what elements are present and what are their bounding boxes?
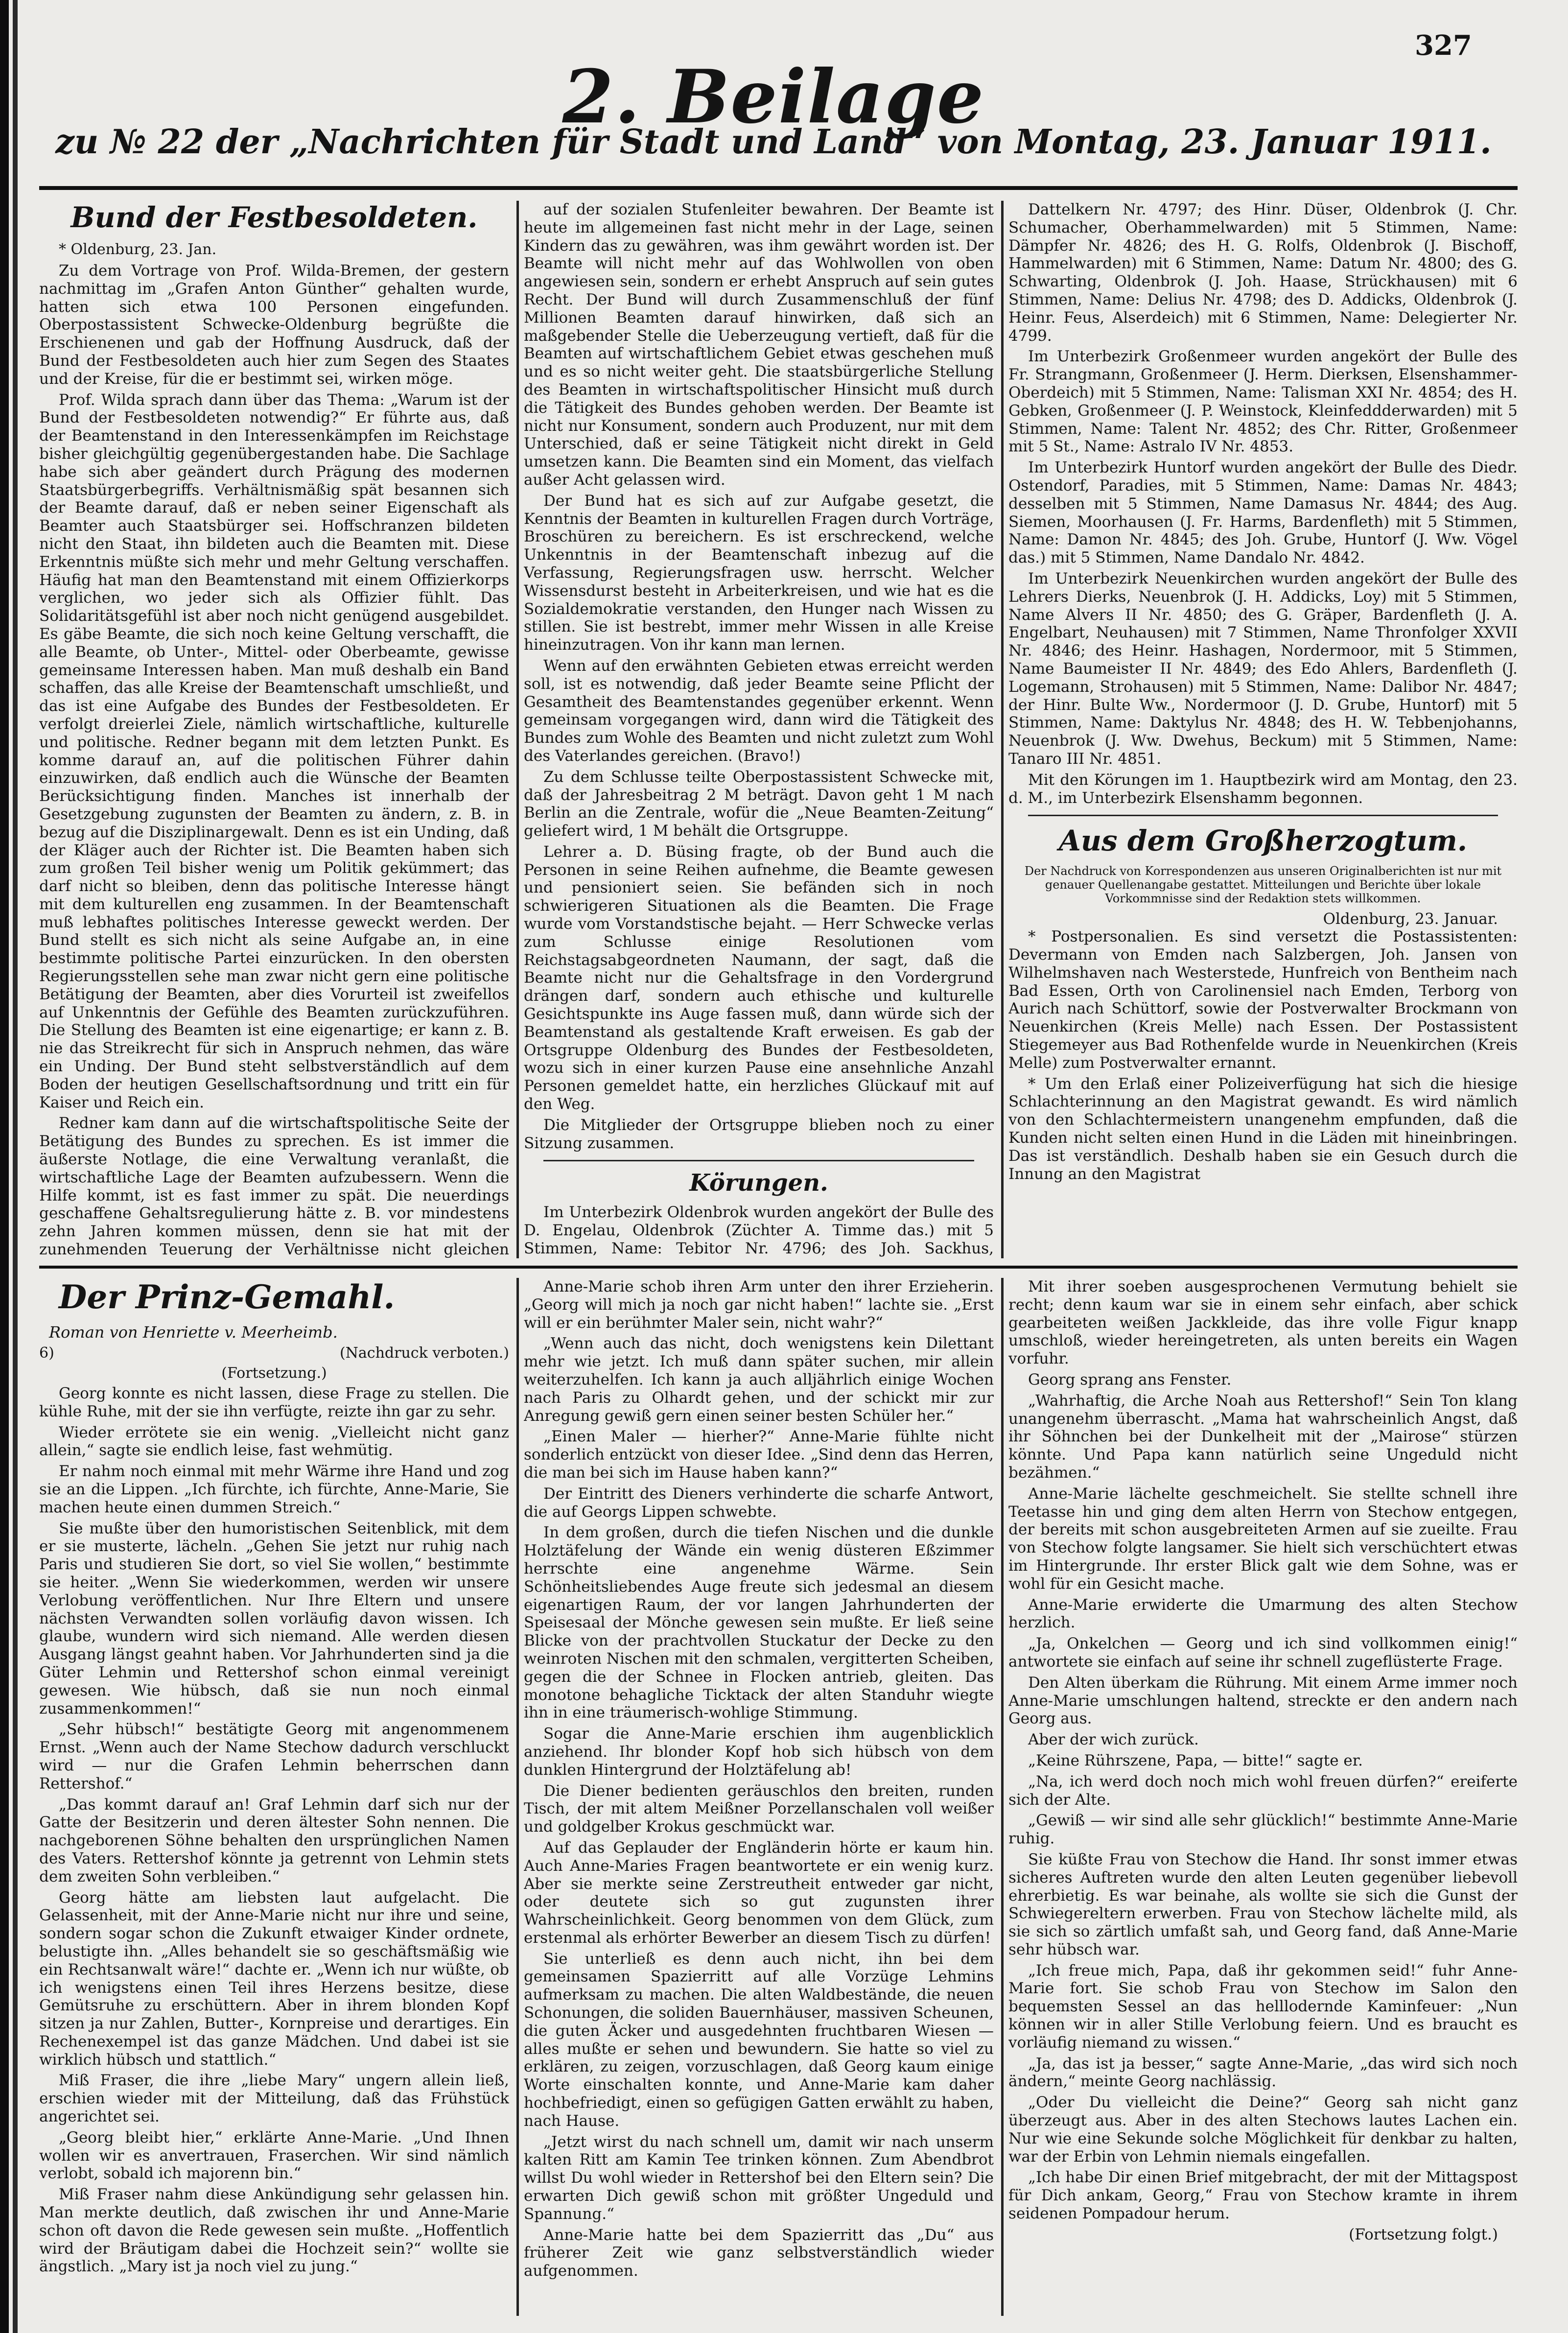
paragraph: „Ja, das ist ja besser,“ sagte Anne-Marie, „das wird sich noch ändern,“ meinte Georg nachlässig.: [1008, 2054, 1518, 2091]
paragraph: Lehrer a. D. Büsing fragte, ob der Bund auch die Personen in seine Reihen aufnehme, die Beamte gewesen und pensioniert seien. Sie befänden sich in noch schwierigeren Situationen als die Beamten. Die Frage wurde vom Vorstandstische bejaht. — Herr Schwecke verlas zum Schlusse einige Resolutionen vom Reichstagsabgeordneten Naumann, der sagt, daß die Beamte nicht nur die Gehaltsfrage in den Vordergrund drängen darf, sondern auch ethische und kulturelle Gesichtspunkte ins Auge fassen muß, dann würde sich der Beamtenstand als gestaltende Kraft erweisen. Es gab der Ortsgruppe Oldenburg des Bundes der Festbesoldeten, wozu sich in einer kurzen Pause eine ansehnliche Anzahl Personen gemeldet hatte, ein herzliches Glückauf mit auf den Weg.: [524, 843, 994, 1113]
paragraph: Redner kam dann auf die wirtschaftspolitische Seite der Betätigung des Bundes zu sprechen. Es ist immer die äußerste Notlage, die eine Verwaltung veranlaßt, die wirtschaftliche Lage der Beamten aufzubessern. Wenn die Hilfe kommt, ist es fast immer zu spät. Die neuerdings geschaffene Gehaltsregulierung hätte z. B. vor mindestens zehn Jahren kommen müssen, denn sie hat mit der zunehmenden Teuerung der Verhältnisse nicht gleichen: [39, 1114, 509, 1258]
novel-column-1: [39, 1278, 509, 2316]
binding-edge-inner: [13, 0, 18, 2333]
column-rule: [1001, 1278, 1004, 2316]
paragraph: Zu dem Vortrage von Prof. Wilda-Bremen, der gestern nachmittag im „Grafen Anton Günther“ gehalten wurde, hatten sich etwa 100 Personen eingefunden. Oberpostassistent Schwecke-Oldenburg begrüßte die Erschienenen und gab der Hoffnung Ausdruck, daß der Bund der Festbesoldeten auch hier zum Segen des Staates und der Kreise, für die er bestimmt sei, wirken möge.: [39, 262, 509, 388]
dateline: * Oldenburg, 23. Jan.: [59, 241, 217, 258]
novel-column-2: [524, 1278, 994, 2316]
article-bund-der-festbesoldeten: [39, 201, 509, 1258]
paragraph: Miß Fraser nahm diese Ankündigung sehr gelassen hin. Man merkte deutlich, daß zwischen ihr und Anne-Marie schon oft davon die Rede gewesen sein mußte. „Hoffentlich wird der Bräutigam dabei die Hochzeit sein?“ wollte sie ängstlich. „Mary ist ja noch viel zu jung.“: [39, 2186, 509, 2276]
paragraph: Georg sprang ans Fenster.: [1028, 1370, 1232, 1389]
page-title: 2. Beilage: [562, 54, 985, 140]
paragraph: Er nahm noch einmal mit mehr Wärme ihre Hand und zog sie an die Lippen. „Ich fürchte, ich fürchte, Anne-Marie, Sie machen heute einen dummen Streich.“: [39, 1462, 509, 1516]
paragraph: „Jetzt wirst du nach schnell um, damit wir nach unserm kalten Ritt am Kamin Tee trinken können. Zum Abendbrot willst Du wohl wieder in Rettershof bei den Eltern sein? Die erwarten Dich gewiß schon mit größter Ungeduld und Spannung.“: [524, 2133, 994, 2223]
paragraph: „Einen Maler — hierher?“ Anne-Marie fühlte nicht sonderlich entzückt von dieser Idee. „Sind denn das Herren, die man bei sich im Hause haben kann?“: [524, 1428, 994, 1482]
paragraph: „Das kommt darauf an! Graf Lehmin darf sich nur der Gatte der Besitzerin und deren ältester Sohn nennen. Die nachgeborenen Söhne behalten den ursprünglichen Namen des Vaters. Rettershof könnte ja getrennt von Lehmin stets dem zweiten Sohn verbleiben.“: [39, 1795, 509, 1885]
paragraph: Zu dem Schlusse teilte Oberpostassistent Schwecke mit, daß der Jahresbeitrag 2 M beträgt. Davon geht 1 M nach Berlin an die Zentrale, wofür die „Neue Beamten-Zeitung“ geliefert wird, 1 M behält die Ortsgruppe.: [524, 768, 994, 840]
binding-edge: [0, 0, 9, 2333]
paragraph: Den Alten überkam die Rührung. Mit einem Arme immer noch Anne-Marie umschlungen haltend, streckte er den andern nach Georg aus.: [1008, 1673, 1518, 1728]
paragraph: In dem großen, durch die tiefen Nischen und die dunkle Holztäfelung der Wände ein wenig düsteren Eßzimmer herrschte eine angenehme Wärme. Sein Schönheitsliebendes Auge freute sich jedesmal an diesem eigenartigen Raum, der vor langen Jahrhunderten der Speisesaal der Mönche gewesen sein mußte. Er ließ seine Blicke von der prachtvollen Stuckatur der Decke zu den weinroten Nischen mit den schmalen, vergitterten Scheiben, gegen die der Schnee in Flocken antrieb, gleiten. Das monotone behagliche Ticktack der alten Standuhr wiegte ihn in eine träumerisch-wohlige Stimmung.: [524, 1524, 994, 1722]
paragraph: Anne-Marie erwiderte die Umarmung des alten Stechow herzlich.: [1008, 1596, 1518, 1632]
paragraph: Aber der wich zurück.: [1028, 1731, 1199, 1749]
paragraph: Die Mitglieder der Ortsgruppe blieben noch zu einer Sitzung zusammen.: [524, 1116, 994, 1152]
article-column-2: [524, 201, 994, 1258]
novel-meta: [39, 1344, 509, 1362]
paragraph: Miß Fraser, die ihre „liebe Mary“ ungern allein ließ, erschien wieder mit der Mitteilung, daß das Frühstück angerichtet sei.: [39, 2072, 509, 2126]
paragraph: „Gewiß — wir sind alle sehr glücklich!“ bestimmte Anne-Marie ruhig.: [1008, 1812, 1518, 1848]
paragraph: Wenn auf den erwähnten Gebieten etwas erreicht werden soll, ist es notwendig, daß jeder Beamte seine Pflicht der Gesamtheit des Beamtenstandes gegenüber erkennt. Wenn gemeinsam vorgegangen wird, dann wird die Tätigkeit des Bundes zum Wohle des Beamten und nicht zuletzt zum Wohl des Vaterlandes gereichen. (Bravo!): [524, 657, 994, 765]
paragraph: Sie küßte Frau von Stechow die Hand. Ihr sonst immer etwas sicheres Auftreten wurde den alten Leuten gegenüber liebevoll ehrerbietig. Es war beinahe, als wollte sie sich die Gunst der Schwiegereltern erwerben. Frau von Stechow lächelte mild, als sie sich so zärtlich umfaßt sah, und Georg fand, daß Anne-Marie sehr hübsch war.: [1008, 1850, 1518, 1958]
paragraph: Die Diener bedienten geräuschlos den breiten, runden Tisch, der mit altem Meißner Porzellanschalen voll weißer und goldgelber Krokus geschmückt war.: [524, 1782, 994, 1836]
paragraph: Mit den Körungen im 1. Hauptbezirk wird am Montag, den 23. d. M., im Unterbezirk Elsenshamm begonnen.: [1008, 771, 1518, 807]
paragraph: Im Unterbezirk Huntorf wurden angekört der Bulle des Diedr. Ostendorf, Paradies, mit 5 Stimmen, Name: Damas Nr. 4843; desselben mit 5 Stimmen, Name Damasus Nr. 4844; des Aug. Siemen, Moorhausen (J. Fr. Harms, Bardenfleth) mit 5 Stimmen, Name: Damon Nr. 4845; des Joh. Grube, Huntorf (J. Ww. Vögel das.) mit 5 Stimmen, Name Dandalo Nr. 4842.: [1008, 459, 1518, 567]
paragraph: „Oder Du vielleicht die Deine?“ Georg sah nicht ganz überzeugt aus. Aber in des alten Stechows lautes Lachen ein. Nur wie eine Sekunde solche Möglichkeit für denkbar zu halten, war der Erbin von Lehmin niemals eingefallen.: [1008, 2094, 1518, 2166]
paragraph: Der Bund hat es sich auf zur Aufgabe gesetzt, die Kenntnis der Beamten in kulturellen Fragen durch Vorträge, Broschüren zu bereichern. Es ist erschreckend, welche Unkenntnis in der Beamtenschaft inbezug auf die Verfassung, Regierungsfragen usw. herrscht. Welcher Wissensdurst besteht in Arbeiterkreisen, und wie hat es die Sozialdemokratie verstanden, den Hunger nach Wissen zu stillen. Sie ist bestrebt, immer mehr Wissen in alle Kreise hineinzutragen. Von ihr kann man lernen.: [524, 492, 994, 654]
paragraph: „Wenn auch das nicht, doch wenigstens kein Dilettant mehr wie jetzt. Ich muß dann später suchen, mir allein weiterzuhelfen. Ich kann ja auch alljährlich einige Wochen nach Paris zu Olhardt gehen, und der schickt mir zur Anregung gewiß gern einen seiner besten Schüler her.“: [524, 1335, 994, 1425]
masthead-rule: [39, 186, 1518, 190]
paragraph: Im Unterbezirk Großenmeer wurden angekört der Bulle des Fr. Strangmann, Großenmeer (J. Herm. Dierksen, Elsenshammer-Oberdeich) mit 5 Stimmen, Name: Talisman XXI Nr. 4854; des H. Gebken, Großenmeer (J. P. Weinstock, Kleinfeddderwarden) mit 5 Stimmen, Name: Talent Nr. 4852; des Chr. Ritter, Großenmeer mit 5 St., Name: Astralo IV Nr. 4853.: [1008, 348, 1518, 456]
column-rule: [516, 1278, 519, 2316]
paragraph: „Ja, Onkelchen — Georg und ich sind vollkommen einig!“ antwortete sie einfach auf seine ihr schnell zugeflüsterte Frage.: [1008, 1635, 1518, 1671]
paragraph: * Um den Erlaß einer Polizeiverfügung hat sich die hiesige Schlachterinnung an den Magistrat gewandt. Es wird nämlich von den Schlachtermeistern unangenehm empfunden, daß die Kunden nicht selten einen Hund in die Läden mit hineinbringen. Das ist verständlich. Deshalb haben sie ein Gesuch durch die Innung an den Magistrat: [1008, 1075, 1518, 1183]
paragraph: Georg konnte es nicht lassen, diese Frage zu stellen. Die kühle Ruhe, mit der sie ihn verfügte, reizte ihn gar zu sehr.: [39, 1385, 509, 1420]
paragraph: Sogar die Anne-Marie erschien ihm augenblicklich anziehend. Ihr blonder Kopf hob sich hübsch von dem dunklen Hintergrund der Holztäfelung ab!: [524, 1725, 994, 1779]
paragraph: * Postpersonalien. Es sind versetzt die Postassistenten: Devermann von Emden nach Salzbergen, Joh. Jansen von Wilhelmshaven nach Westerstede, Hunfreich von Bentheim nach Bad Essen, Orth von Carolinensiel nach Emden, Terborg von Aurich nach Schüttorf, sowie der Postverwalter Brockmann von Neuenkirchen (Kreis Melle) nach Essen. Der Postassistent Stiegemeyer aus Bad Rothenfelde wurde in Neuenkirchen (Kreis Melle) zum Postverwalter ernannt.: [1008, 928, 1518, 1072]
paragraph: „Keine Rührszene, Papa, — bitte!“ sagte er.: [1028, 1751, 1363, 1769]
paragraph: Sie mußte über den humoristischen Seitenblick, mit dem er sie musterte, lächeln. „Gehen Sie jetzt nur ruhig nach Paris und studieren Sie dort, so viel Sie wollen,“ bestimmte sie heiter. „Wenn Sie wiederkommen, werden wir unsere Verlobung veröffentlichen. Nur Ihre Eltern und unsere nächsten Verwandten sollen vorläufig davon wissen. Ich glaube, wundern wird sich niemand. Alle werden diesen Ausgang längst geahnt haben. Vor Jahrhunderten sind ja die Güter Lehmin und Rettershof schon einmal vereinigt gewesen. Wie hübsch, daß sie nun noch einmal zusammenkommen!“: [39, 1519, 509, 1718]
paragraph: „Ich freue mich, Papa, daß ihr gekommen seid!“ fuhr Anne-Marie fort. Sie schob Frau von Stechow im Salon den bequemsten Sessel an das helllodernde Kaminfeuer: „Nun können wir in aller Stille Verlobung feiern. Und es braucht es vorläufig niemand zu wissen.“: [1008, 1961, 1518, 2051]
article-heading: Bund der Festbesoldeten.: [70, 201, 478, 234]
paragraph: Im Unterbezirk Neuenkirchen wurden angekört der Bulle des Lehrers Dierks, Neuenbrok (J. H. Addicks, Loy) mit 5 Stimmen, Name Alvers II Nr. 4850; des G. Gräper, Bardenfleth (J. A. Engelbart, Neuhausen) mit 7 Stimmen, Name Thronfolger XXVII Nr. 4846; des Heinr. Hashagen, Nordermoor, mit 5 Stimmen, Name Baumeister II Nr. 4849; des Edo Ahlers, Bardenfleth (J. Logemann, Strohausen) mit 5 Stimmen, Name: Dalibor Nr. 4847; der Hinr. Bulte Ww., Nordermoor (J. D. Grube, Huntorf) mit 5 Stimmen, Name: Daktylus Nr. 4848; des H. W. Tebbenjohanns, Neuenbrok (J. Ww. Dwehus, Beckum) mit 5 Stimmen, Name: Tanaro III Nr. 4851.: [1008, 569, 1518, 768]
novel-column-3: [1008, 1278, 1518, 2316]
paragraph: Wieder errötete sie ein wenig. „Vielleicht nicht ganz allein,“ sagte sie endlich leise, fast wehmütig.: [39, 1423, 509, 1460]
page-number: 327: [1415, 29, 1472, 62]
continuation-note: (Fortsetzung.): [221, 1365, 327, 1382]
page-subtitle: zu № 22 der „Nachrichten für Stadt und Land“ von Montag, 23. Januar 1911.: [55, 122, 1492, 162]
column-rule: [516, 201, 519, 1258]
paragraph: Anne-Marie hatte bei dem Spazierritt das „Du“ aus früherer Zeit wie ganz selbstverständlich wieder aufgenommen.: [524, 2226, 994, 2280]
reprint-note: (Nachdruck verboten.): [339, 1344, 509, 1362]
paragraph: „Ich habe Dir einen Brief mitgebracht, der mit der Mittagspost für Dich ankam, Georg,“ Frau von Stechow kramte in ihrem seidenen Pompadour herum.: [1008, 2168, 1518, 2223]
paragraph: Im Unterbezirk Oldenbrok wurden angekört der Bulle des D. Engelau, Oldenbrok (Züchter A. Timme das.) mit 5 Stimmen, Name: Tebitor Nr. 4796; des Joh. Sackhus,: [524, 1203, 994, 1258]
section-heading-grossherzogtum: Aus dem Großherzogtum.: [1058, 824, 1468, 858]
episode-number: 6): [39, 1344, 54, 1362]
paragraph: Auf das Geplauder der Engländerin hörte er kaum hin. Auch Anne-Maries Fragen beantwortete er ein wenig kurz. Aber sie merkte seine Zerstreutheit entweder gar nicht, oder deutete sich so gut zugunsten ihrer Wahrscheinlichkeit. Georg benommen von dem Glück, zum erstenmal als erhörter Bewerber an diesem Tisch zu dürfen!: [524, 1838, 994, 1947]
paragraph: „Na, ich werd doch noch mich wohl freuen dürfen?“ ereiferte sich der Alte.: [1008, 1772, 1518, 1809]
paragraph: Anne-Marie lächelte geschmeichelt. Sie stellte schnell ihre Teetasse hin und ging dem alten Herrn von Stechow entgegen, der bereits mit schon ausgebreiteten Armen auf sie zueilte. Frau von Stechow folgte langsamer. Sie hielt sich verschüchtert etwas im Hintergrunde. Ihr erster Blick galt wie dem Sohne, was er wohl für ein Gesicht mache.: [1008, 1485, 1518, 1593]
reprint-notice: Der Nachdruck von Korrespondenzen aus unseren Originalberichten ist nur mit genauer Quellenangabe gestattet. Mitteilungen und Berichte über lokale Vorkommnisse sind der Redaktion stets willkommen.: [1024, 864, 1502, 906]
paragraph: Prof. Wilda sprach dann über das Thema: „Warum ist der Bund der Festbesoldeten notwendig?“ Er führte aus, daß der Beamtenstand in den Interessenkämpfen im Reichstage bisher gleichgültig gegenübergestanden habe. Die Sachlage habe sich aber geändert durch Prägung des modernen Staatsbürgerbegriffs. Verhältnismäßig spät besannen sich der Beamte darauf, daß er neben seiner Eigenschaft als Beamter auch Staatsbürger sei. Hoffschranzen bildeten nicht den Staat, ihn bildeten auch die Beamten mit. Diese Erkenntnis müßte sich mehr und mehr Geltung verschaffen. Häufig hat man den Beamtenstand mit einem Offizierkorps verglichen, wo jeder sich als Offizier fühlt. Das Solidaritätsgefühl ist aber noch nicht genügend ausgebildet. Es gäbe Beamte, die sich noch keine Geltung verschafft, die alle Beamte, ob Unter-, Mittel- oder Oberbeamte, gewisse gemeinsame Interessen haben. Man muß deshalb ein Band schaffen, das alle Kreise der Beamtenschaft umschließt, und das ist eine Aufgabe des Bundes der Festbesoldeten. Er verfolgt dreierlei Ziele, nämlich wirtschaftliche, kulturelle und politische. Redner begann mit dem letzten Punkt. Es komme darauf an, auf die politischen Führer dahin einzuwirken, daß endlich auch die Wünsche der Beamten Berücksichtigung finden. Manches ist innerhalb der Gesetzgebung zugunsten der Beamten zu ändern, z. B. in bezug auf die Disziplinargewalt. Denn es ist ein Unding, daß der Kläger auch der Richter ist. Die Beamten haben sich zum großen Teil bisher wenig um Politik gekümmert; das darf nicht so bleiben, denn das politische Interesse hängt mit dem kulturellen eng zusammen. In der Beamtenschaft muß lebhaftes politisches Interesse geweckt werden. Der Bund stellt es sich nicht als seine Aufgabe an, in eine bestimmte politische Partei einzurücken. In den obersten Regierungsstellen sehe man zwar nicht gern eine politische Betätigung der Beamten, aber dies Vorurteil ist zweifellos auf Unkenntnis der Gefühle des Beamten zurückzuführen. Die Stellung des Beamten ist eine eigenartige; er kann z. B. nie das Streikrecht für sich in Anspruch nehmen, das wäre ein Unding. Der Bund steht selbstverständlich auf dem Boden der heutigen Gesellschaftsordnung und tritt ein für Kaiser und Reich ein.: [39, 391, 509, 1111]
section-rule: [1028, 815, 1498, 816]
article-column-3: [1008, 201, 1518, 1258]
section-heading-koerungen: Körungen.: [689, 1169, 828, 1197]
novel-byline: Roman von Henriette v. Meerheimb.: [49, 1323, 338, 1342]
paragraph: „Sehr hübsch!“ bestätigte Georg mit angenommenem Ernst. „Wenn auch der Name Stechow dadurch verschluckt wird — nur die Grafen Lehmin beherrschen dann Rettershof.“: [39, 1720, 509, 1792]
paragraph: Mit ihrer soeben ausgesprochenen Vermutung behielt sie recht; denn kaum war sie in einem sehr einfach, aber schick gearbeiteten weißen Jackkleide, das ihre volle Figur knapp umschloß, wieder hereingetreten, als unten bereits ein Wagen vorfuhr.: [1008, 1278, 1518, 1368]
paragraph: Georg hätte am liebsten laut aufgelacht. Die Gelassenheit, mit der Anne-Marie nicht nur ihre und seine, sondern sogar schon die Zukunft etwaiger Kinder ordnete, belustigte ihn. „Alles behandelt sie so geschäftsmäßig wie ein Rechtsanwalt wäre!“ dachte er. „Wenn ich nur wüßte, ob ich wenigstens einen Teil ihres Herzens besitze, diese Gemütsruhe zu erschüttern. Aber in ihrem blonden Kopf sitzen ja nur Zahlen, Butter-, Kornpreise und derartiges. Ein Rechenexempel ist das ganze Mädchen. Und dabei ist sie wirklich hübsch und stattlich.“: [39, 1888, 509, 2069]
continuation-end: (Fortsetzung folgt.): [1349, 2225, 1498, 2243]
column-rule: [1001, 201, 1004, 1258]
paragraph: Der Eintritt des Dieners verhinderte die scharfe Antwort, die auf Georgs Lippen schwebte.: [524, 1485, 994, 1521]
paragraph: auf der sozialen Stufenleiter bewahren. Der Beamte ist heute im allgemeinen fast nicht mehr in der Lage, seinen Kindern das zu gewähren, was ihm gewährt worden ist. Der Beamte will nicht mehr auf das Wohlwollen von oben angewiesen sein, sondern er erhebt Anspruch auf sein gutes Recht. Der Bund will durch Zusammenschluß der fünf Millionen Beamten darauf hinwirken, daß sich an maßgebender Stelle die Ueberzeugung vertieft, daß für die Beamten auf wirtschaftlichem Gebiet etwas geschehen muß und es so nicht weiter geht. Die staatsbürgerliche Stellung des Beamten in wirtschaftspolitischer Hinsicht muß durch die Tätigkeit des Bundes gehoben werden. Der Beamte ist nicht nur Konsument, sondern auch Produzent, nur mit dem Unterschied, daß er seine Tätigkeit nicht direkt in Geld umsetzen kann. Die Beamten sind ein Moment, das vielfach außer Acht gelassen wird.: [524, 201, 994, 489]
paragraph: Dattelkern Nr. 4797; des Hinr. Düser, Oldenbrok (J. Chr. Schumacher, Oberhammelwarden) mit 5 Stimmen, Name: Dämpfer Nr. 4826; des H. G. Rolfs, Oldenbrok (J. Bischoff, Hammelwarden) mit 6 Stimmen, Name: Datum Nr. 4800; des G. Schwarting, Oldenbrok (J. Joh. Haase, Strückhausen) mit 6 Stimmen, Name: Delius Nr. 4798; des D. Addicks, Oldenbrok (J. Heinr. Feus, Alserdeich) mit 6 Stimmen, Name: Delegierter Nr. 4799.: [1008, 201, 1518, 345]
paragraph: „Georg bleibt hier,“ erklärte Anne-Marie. „Und Ihnen wollen wir es anvertrauen, Fraserchen. Wir sind nämlich verlobt, sobald ich majorenn bin.“: [39, 2128, 509, 2183]
section-rule: [543, 1160, 974, 1161]
dateline: Oldenburg, 23. Januar.: [1323, 910, 1498, 928]
paragraph: Sie unterließ es denn auch nicht, ihn bei dem gemeinsamen Spazierritt auf alle Vorzüge Lehmins aufmerksam zu machen. Die alten Waldbestände, die neuen Schonungen, die soliden Bauernhäuser, massiven Scheunen, die guten Äcker und ausgedehnten fruchtbaren Wiesen — alles mußte er sehen und bewundern. Sie hatte so viel zu erklären, zu zeigen, vorzuschlagen, daß Georg kaum einige Worte einschalten konnte, und Anne-Marie kam daher hochbefriedigt, einen so gefügigen Gatten erwählt zu haben, nach Hause.: [524, 1950, 994, 2130]
paragraph: „Wahrhaftig, die Arche Noah aus Rettershof!“ Sein Ton klang unangenehm überrascht. „Mama hat wahrscheinlich Angst, daß ihr Söhnchen bei der Dunkelheit mit der „Mairose“ stürzen könnte. Und Papa kann natürlich seine Ungeduld nicht bezähmen.“: [1008, 1391, 1518, 1482]
novel-title: Der Prinz-Gemahl.: [59, 1278, 395, 1316]
paragraph: Anne-Marie schob ihren Arm unter den ihrer Erzieherin. „Georg will mich ja noch gar nicht haben!“ lachte sie. „Erst will er ein berühmter Maler sein, nicht wahr?“: [524, 1278, 994, 1332]
feuilleton-rule: [39, 1266, 1518, 1269]
